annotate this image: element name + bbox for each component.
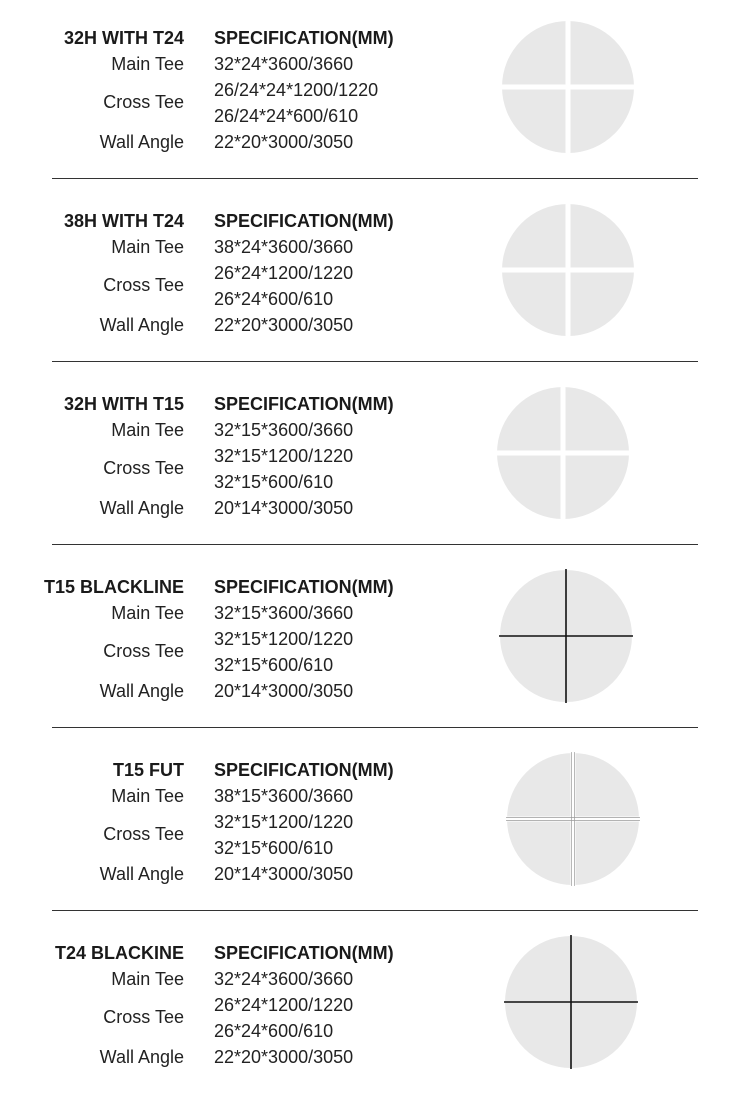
cross-tee-value-long: 26/24*24*1200/1220 [214, 80, 379, 100]
product-spec-section [0, 0, 750, 183]
main-tee-label: Main Tee [111, 969, 184, 989]
wall-angle-value: 20*14*3000/3050 [214, 498, 354, 518]
spec-heading: SPECIFICATION(MM) [214, 943, 394, 963]
product-spec-section [0, 183, 750, 366]
wall-angle-label: Wall Angle [99, 681, 184, 701]
product-spec-section [0, 549, 750, 732]
product-spec-section [0, 915, 750, 1098]
main-tee-value: 32*15*3600/3660 [214, 420, 354, 440]
cross-tee-label: Cross Tee [103, 641, 184, 661]
wall-angle-label: Wall Angle [99, 1047, 184, 1067]
grid-cross-section-icon [499, 569, 633, 703]
main-tee-value: 32*15*3600/3660 [214, 603, 354, 623]
cross-tee-label: Cross Tee [103, 824, 184, 844]
spec-heading: SPECIFICATION(MM) [214, 577, 394, 597]
cross-tee-value-short: 26*24*600/610 [214, 1021, 334, 1041]
main-tee-label: Main Tee [111, 54, 184, 74]
grid-cross-section-icon [501, 20, 635, 154]
cross-tee-label: Cross Tee [103, 92, 184, 112]
cross-tee-value-long: 32*15*1200/1220 [214, 446, 354, 466]
grid-cross-section-icon [496, 386, 630, 520]
product-title: 32H WITH T15 [63, 394, 184, 414]
wall-angle-value: 20*14*3000/3050 [214, 681, 354, 701]
main-tee-label: Main Tee [111, 237, 184, 257]
product-title: T15 BLACKLINE [43, 577, 184, 597]
section-divider [52, 544, 698, 545]
spec-heading: SPECIFICATION(MM) [214, 394, 394, 414]
section-divider [52, 910, 698, 911]
wall-angle-label: Wall Angle [99, 132, 184, 152]
cross-tee-value-long: 26*24*1200/1220 [214, 995, 354, 1015]
cross-tee-value-long: 26*24*1200/1220 [214, 263, 354, 283]
cross-tee-value-long: 32*15*1200/1220 [214, 629, 354, 649]
wall-angle-value: 22*20*3000/3050 [214, 132, 354, 152]
main-tee-label: Main Tee [111, 603, 184, 623]
grid-cross-section-icon [506, 752, 640, 886]
cross-tee-label: Cross Tee [103, 1007, 184, 1027]
main-tee-value: 38*24*3600/3660 [214, 237, 354, 257]
section-divider [52, 178, 698, 179]
wall-angle-label: Wall Angle [99, 315, 184, 335]
cross-tee-value-short: 32*15*600/610 [214, 472, 334, 492]
product-title: 38H WITH T24 [63, 211, 184, 231]
spec-heading: SPECIFICATION(MM) [214, 28, 394, 48]
wall-angle-value: 22*20*3000/3050 [214, 1047, 354, 1067]
main-tee-value: 38*15*3600/3660 [214, 786, 354, 806]
cross-tee-value-short: 32*15*600/610 [214, 838, 334, 858]
main-tee-label: Main Tee [111, 786, 184, 806]
product-title: T24 BLACKINE [54, 943, 184, 963]
main-tee-label: Main Tee [111, 420, 184, 440]
cross-tee-value-long: 32*15*1200/1220 [214, 812, 354, 832]
wall-angle-label: Wall Angle [99, 498, 184, 518]
cross-tee-value-short: 26/24*24*600/610 [214, 106, 359, 126]
product-spec-section [0, 732, 750, 915]
wall-angle-label: Wall Angle [99, 864, 184, 884]
cross-tee-label: Cross Tee [103, 458, 184, 478]
main-tee-value: 32*24*3600/3660 [214, 969, 354, 989]
product-title: 32H WITH T24 [63, 28, 184, 48]
product-spec-section [0, 366, 750, 549]
grid-cross-section-icon [501, 203, 635, 337]
section-divider [52, 361, 698, 362]
spec-heading: SPECIFICATION(MM) [214, 760, 394, 780]
section-divider [52, 727, 698, 728]
wall-angle-value: 22*20*3000/3050 [214, 315, 354, 335]
cross-tee-value-short: 26*24*600/610 [214, 289, 334, 309]
cross-tee-label: Cross Tee [103, 275, 184, 295]
wall-angle-value: 20*14*3000/3050 [214, 864, 354, 884]
spec-heading: SPECIFICATION(MM) [214, 211, 394, 231]
cross-tee-value-short: 32*15*600/610 [214, 655, 334, 675]
main-tee-value: 32*24*3600/3660 [214, 54, 354, 74]
grid-cross-section-icon [504, 935, 638, 1069]
product-title: T15 FUT [112, 760, 184, 780]
